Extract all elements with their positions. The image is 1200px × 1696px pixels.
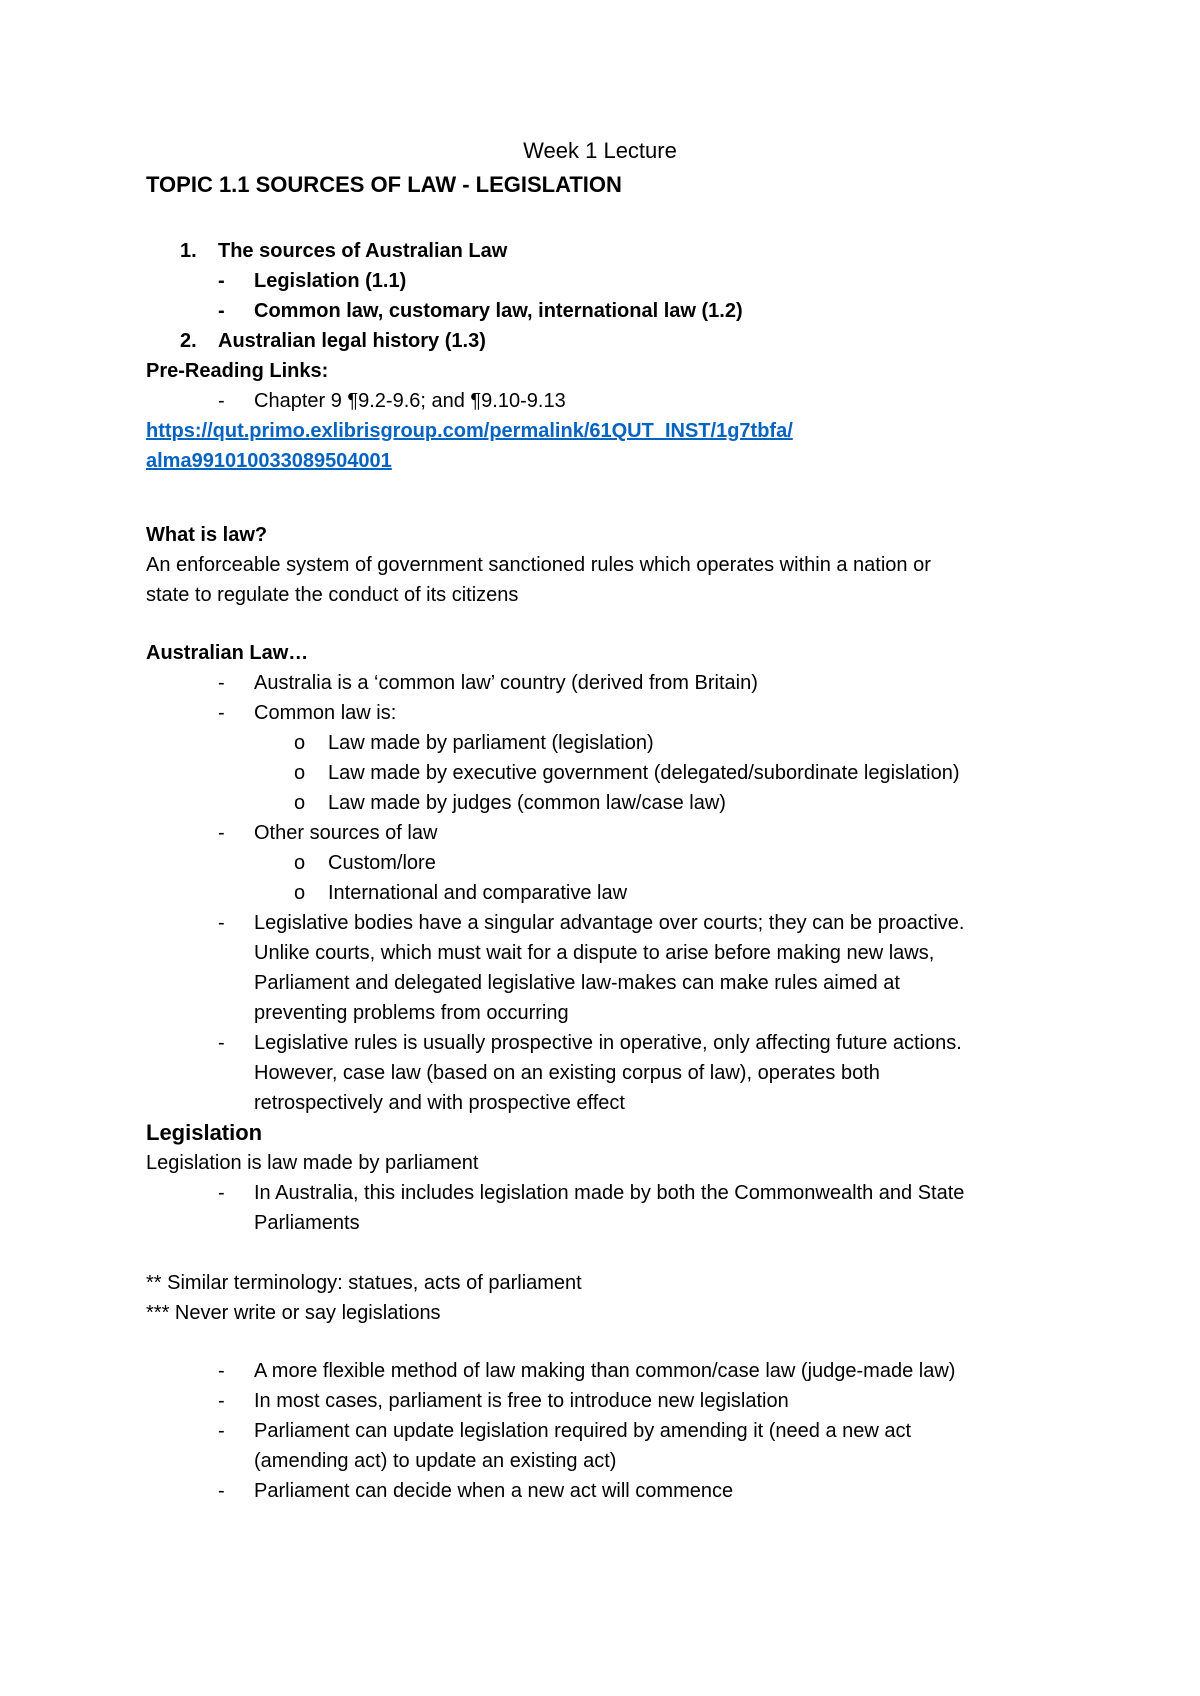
outline-sub-1: Legislation (1.1)	[254, 270, 407, 292]
dash-bullet: -	[218, 300, 225, 322]
prereading-heading: Pre-Reading Links:	[146, 360, 329, 382]
what-is-law-text-1: An enforceable system of government sanctioned rules which operates within a nation or	[146, 554, 931, 576]
circle-bullet: o	[294, 882, 306, 904]
prereading-link-line-1[interactable]: https://qut.primo.exlibrisgroup.com/permalink/61QUT_INST/1g7tbfa/	[146, 420, 793, 442]
dash-bullet: -	[218, 702, 225, 724]
prereading-link-cont[interactable]	[146, 446, 392, 476]
legislation-heading: Legislation	[146, 1120, 263, 1145]
legislation-point-1: A more flexible method of law making than common/case law (judge-made law)	[254, 1360, 956, 1382]
australian-law-bullet-1: Australia is a ‘common law’ country (derived from Britain)	[254, 672, 758, 694]
circle-bullet: o	[294, 852, 306, 874]
what-is-law-text-2: state to regulate the conduct of its citizens	[146, 584, 519, 606]
legislation-intro: Legislation is law made by parliament	[146, 1152, 479, 1174]
prereading-link[interactable]	[146, 416, 793, 446]
dash-bullet: -	[218, 672, 225, 694]
australian-law-bullet-5-line-1: Legislative rules is usually prospective in operative, only affecting future actions.	[254, 1032, 962, 1054]
legislation-bullet-1-line-2: Parliaments	[254, 1212, 360, 1234]
dash-bullet: -	[218, 1420, 225, 1442]
australian-law-bullet-4-line-4: preventing problems from occurring	[254, 1002, 569, 1024]
circle-bullet: o	[294, 792, 306, 814]
topic-heading: TOPIC 1.1 SOURCES OF LAW - LEGISLATION	[146, 172, 622, 197]
dash-bullet: -	[218, 1032, 225, 1054]
legislation-point-3-line-1: Parliament can update legislation required by amending it (need a new act	[254, 1420, 912, 1442]
outline-sub-2: Common law, customary law, international law (1.2)	[254, 300, 743, 322]
outline-item-1: The sources of Australian Law	[218, 240, 508, 262]
australian-law-bullet-5-line-2: However, case law (based on an existing corpus of law), operates both	[254, 1062, 880, 1084]
dash-bullet: -	[218, 822, 225, 844]
never-write-note: *** Never write or say legislations	[146, 1302, 441, 1324]
dash-bullet: -	[218, 1390, 225, 1412]
australian-law-bullet-2: Common law is:	[254, 702, 397, 724]
legislation-point-2: In most cases, parliament is free to introduce new legislation	[254, 1390, 789, 1412]
legislation-point-4: Parliament can decide when a new act will commence	[254, 1480, 734, 1502]
australian-law-bullet-5-line-3: retrospectively and with prospective effect	[254, 1092, 625, 1114]
australian-law-sub-3a: Custom/lore	[328, 852, 436, 874]
circle-bullet: o	[294, 732, 306, 754]
legislation-point-3-line-2: (amending act) to update an existing act)	[254, 1450, 617, 1472]
prereading-link-line-2[interactable]: alma991010033089504001	[146, 450, 392, 472]
outline-number-2: 2.	[180, 330, 197, 352]
legislation-bullet-1-line-1: In Australia, this includes legislation made by both the Commonwealth and State	[254, 1182, 965, 1204]
australian-law-bullet-3: Other sources of law	[254, 822, 438, 844]
australian-law-sub-2c: Law made by judges (common law/case law)	[328, 792, 726, 814]
australian-law-heading: Australian Law…	[146, 642, 309, 664]
circle-bullet: o	[294, 762, 306, 784]
terminology-note: ** Similar terminology: statues, acts of parliament	[146, 1272, 582, 1294]
dash-bullet: -	[218, 912, 225, 934]
australian-law-sub-3b: International and comparative law	[328, 882, 628, 904]
dash-bullet: -	[218, 1182, 225, 1204]
prereading-chapter: Chapter 9 ¶9.2-9.6; and ¶9.10-9.13	[254, 390, 566, 412]
outline-item-2: Australian legal history (1.3)	[218, 330, 486, 352]
what-is-law-heading: What is law?	[146, 524, 268, 546]
dash-bullet: -	[218, 390, 225, 412]
page-title: Week 1 Lecture	[523, 138, 677, 163]
australian-law-sub-2b: Law made by executive government (delegated/subordinate legislation)	[328, 762, 960, 784]
australian-law-sub-2a: Law made by parliament (legislation)	[328, 732, 654, 754]
australian-law-bullet-4-line-2: Unlike courts, which must wait for a dispute to arise before making new laws,	[254, 942, 935, 964]
australian-law-bullet-4-line-1: Legislative bodies have a singular advantage over courts; they can be proactive.	[254, 912, 965, 934]
dash-bullet: -	[218, 1480, 225, 1502]
dash-bullet: -	[218, 1360, 225, 1382]
outline-number-1: 1.	[180, 240, 197, 262]
australian-law-bullet-4-line-3: Parliament and delegated legislative law-makes can make rules aimed at	[254, 972, 900, 994]
dash-bullet: -	[218, 270, 225, 292]
